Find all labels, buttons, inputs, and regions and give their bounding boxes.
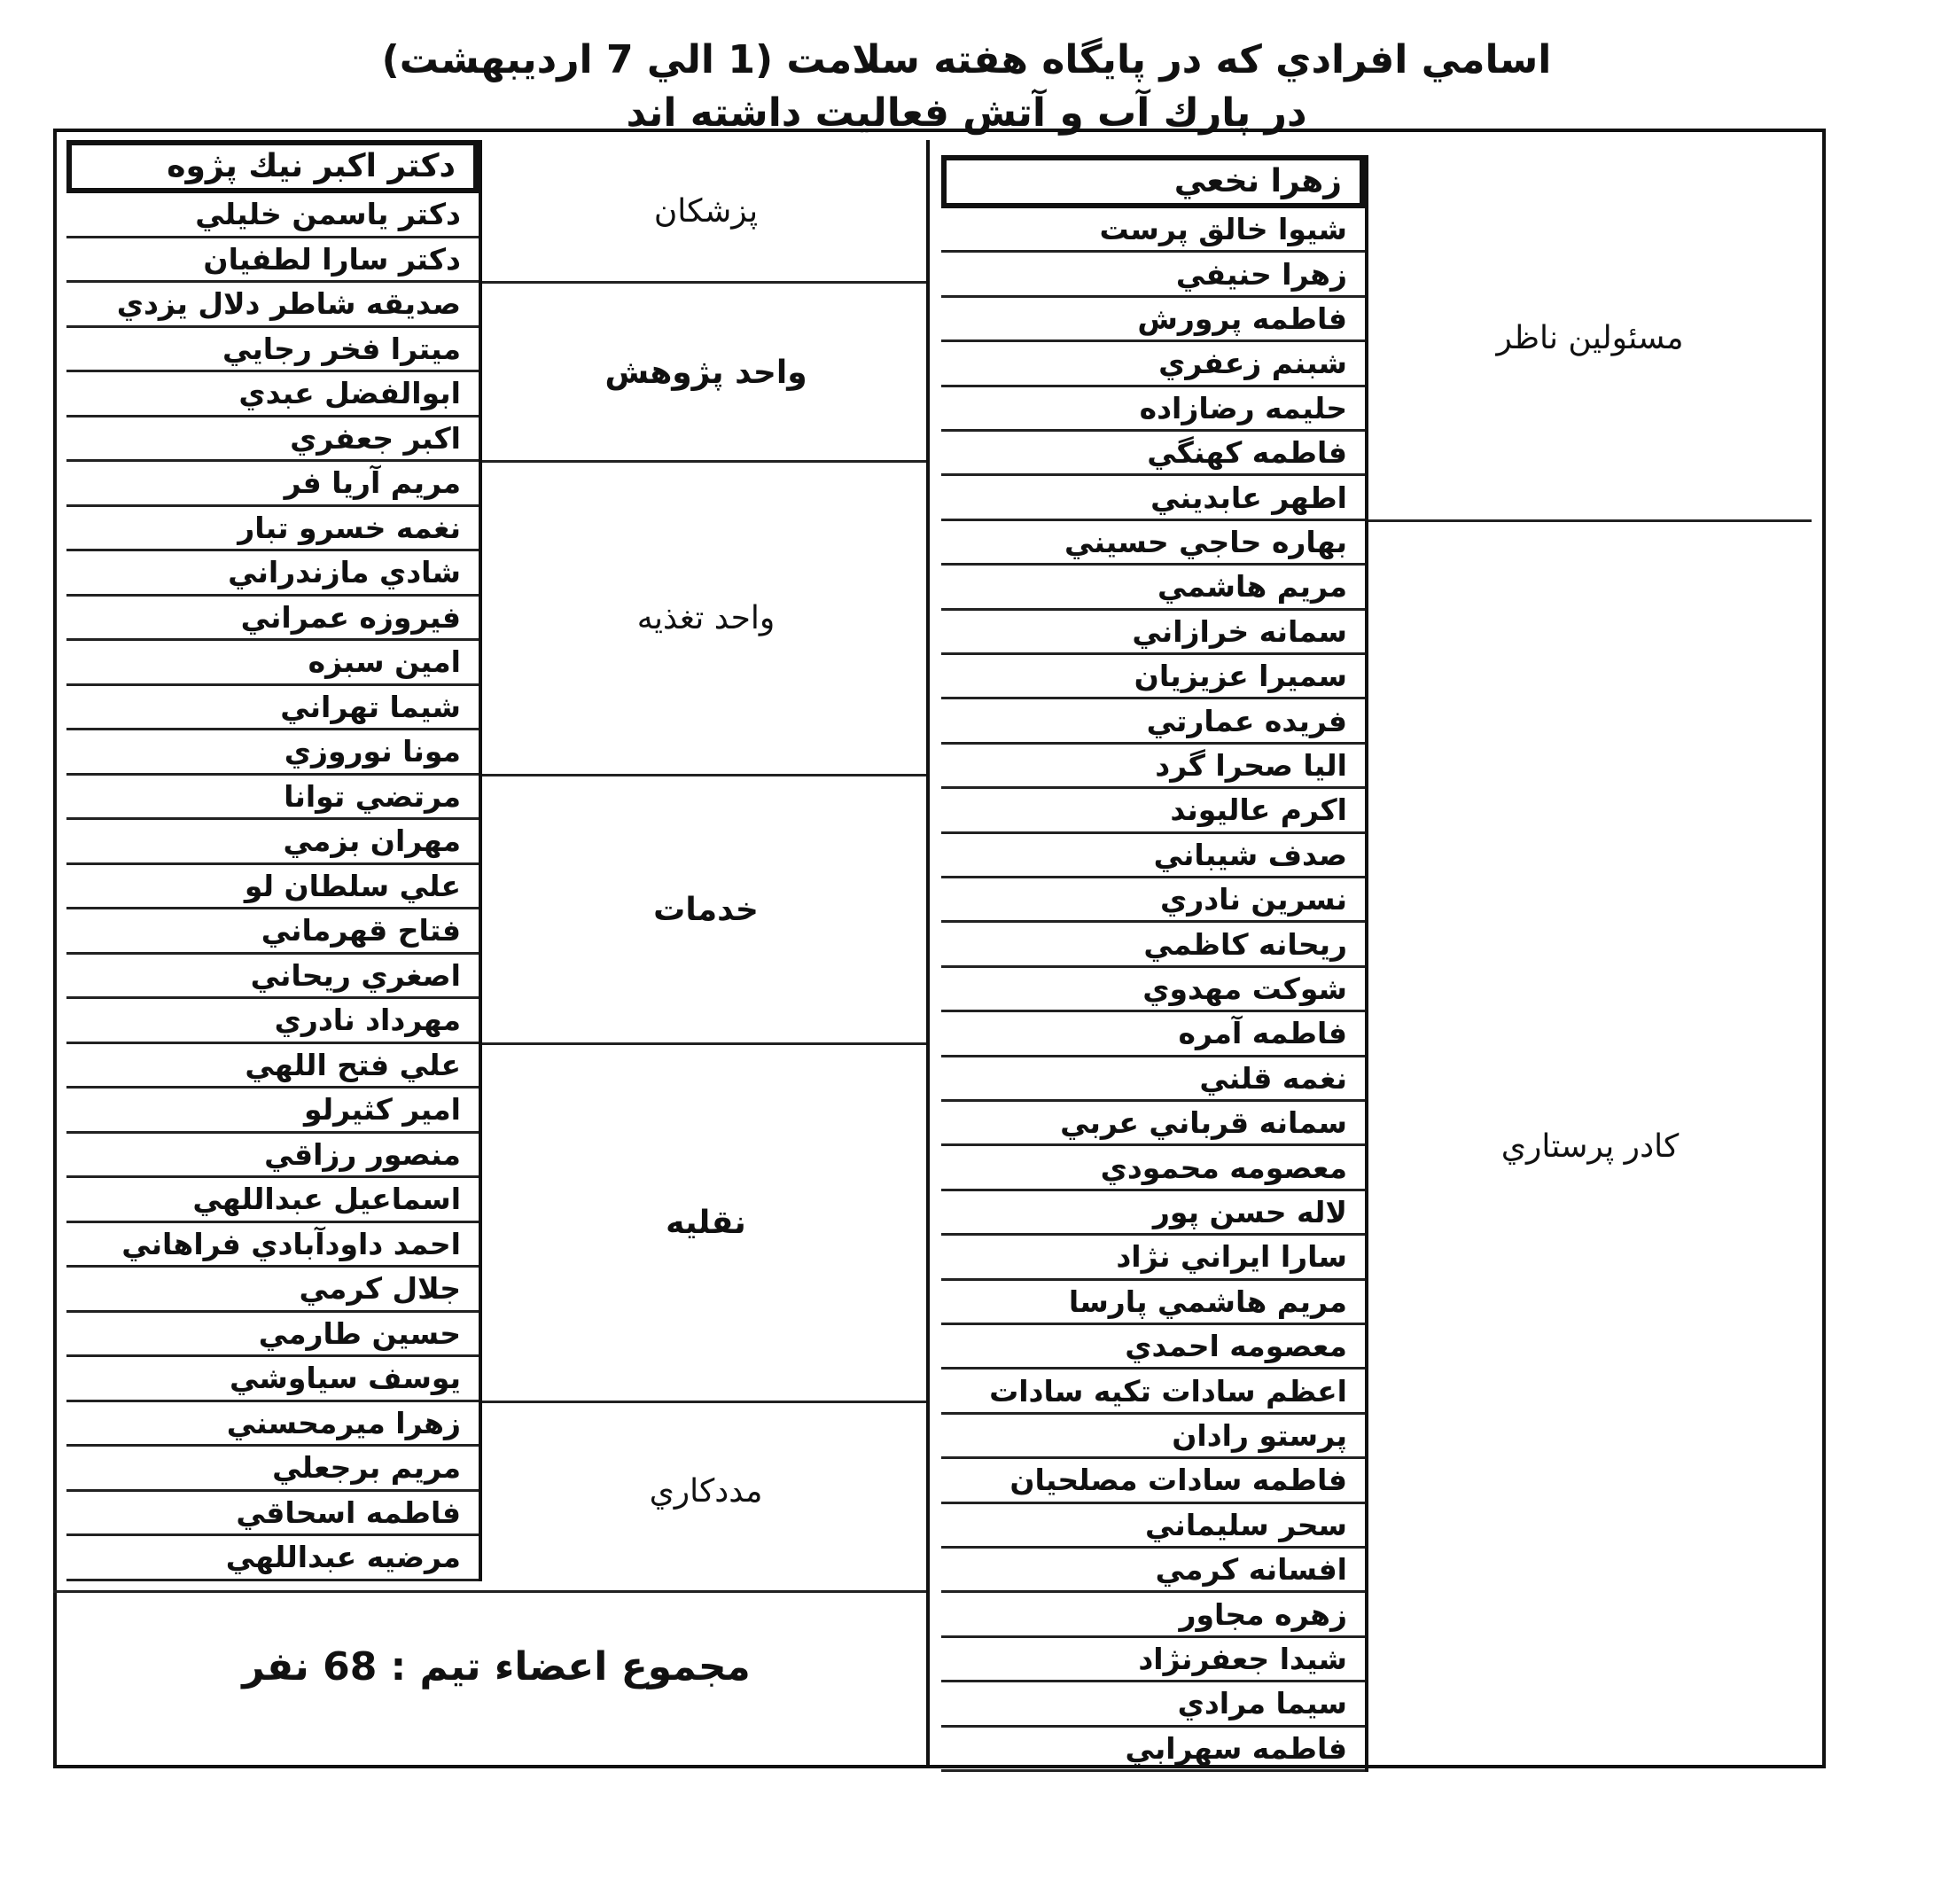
member-name: مريم هاشمي [941, 566, 1365, 610]
member-name: شبنم زعفري [941, 342, 1365, 386]
member-name: اليا صحرا گرد [941, 745, 1365, 789]
group-head-name: دكتر اكبر نيك پژوه [66, 140, 479, 193]
member-name: اصغري ريحاني [66, 955, 479, 1000]
member-name: فاطمه اسحاقي [66, 1492, 479, 1537]
member-name: علي فتح اللهي [66, 1044, 479, 1089]
member-name: معصومه احمدي [941, 1325, 1365, 1369]
member-name: مريم آريا فر [66, 462, 479, 507]
member-name: منصور رزاقي [66, 1134, 479, 1179]
member-name: سمانه قرباني عربي [941, 1102, 1365, 1146]
member-name: دكتر سارا لطفيان [66, 238, 479, 284]
page-title: اسامي افرادي كه در پايگاه هفته سلامت (1 الي 7 ارديبهشت) [381, 37, 1552, 82]
member-name: مرضيه عبداللهي [66, 1536, 479, 1581]
member-name: امين سبزه [66, 641, 479, 686]
member-name: اكرم عاليوند [941, 789, 1365, 833]
group-head-name: زهرا نخعي [941, 155, 1365, 208]
column-divider [1365, 155, 1368, 1772]
member-name: بهاره حاجي حسيني [941, 521, 1365, 566]
member-name: مهرداد نادري [66, 999, 479, 1044]
member-name: صديقه شاطر دلال يزدي [66, 283, 479, 328]
member-name: سحر سليماني [941, 1504, 1365, 1549]
member-name: شيوا خالق پرست [941, 208, 1365, 253]
member-name: سمانه خرازاني [941, 611, 1365, 655]
group-label: خدمات [653, 891, 759, 928]
member-name: فتاح قهرماني [66, 909, 479, 955]
member-name: مريم هاشمي پارسا [941, 1281, 1365, 1325]
group-label: كادر پرستاري [1500, 1128, 1680, 1165]
member-name: زهرا ميرمحسني [66, 1402, 479, 1448]
member-name: حسين طارمي [66, 1313, 479, 1358]
member-name: زهره مجاور [941, 1593, 1365, 1637]
member-name: ريحانه كاظمي [941, 923, 1365, 967]
group-label: مسئولين ناظر [1496, 319, 1684, 356]
member-name: حليمه رضازاده [941, 387, 1365, 432]
member-name: شيما تهراني [66, 686, 479, 731]
member-name: معصومه محمودي [941, 1146, 1365, 1190]
member-name: ابوالفضل عبدي [66, 372, 479, 417]
member-name: مريم برجعلي [66, 1447, 479, 1492]
member-name: لاله حسن پور [941, 1191, 1365, 1236]
member-name: مونا نوروزي [66, 730, 479, 776]
member-name: فاطمه آمره [941, 1012, 1365, 1057]
member-name: فاطمه سهرابي [941, 1728, 1365, 1772]
column-divider [479, 140, 482, 1581]
member-name: امير كثيرلو [66, 1089, 479, 1134]
member-name: دكتر ياسمن خليلي [66, 193, 479, 238]
member-name: نغمه قلني [941, 1057, 1365, 1102]
group-label: واحد تغذيه [636, 600, 776, 637]
member-name: ميترا فخر رجايي [66, 328, 479, 373]
member-name: فاطمه كهنگي [941, 432, 1365, 476]
group-label: مددكاري [649, 1473, 763, 1510]
member-name: صدف شيباني [941, 834, 1365, 878]
member-name: اعظم سادات تكيه سادات [941, 1369, 1365, 1414]
member-name: شيدا جعفرنژاد [941, 1638, 1365, 1682]
member-name: مرتضي توانا [66, 776, 479, 821]
member-name: نسرين نادري [941, 878, 1365, 923]
member-name: اطهر عابديني [941, 476, 1365, 520]
member-name: افسانه كرمي [941, 1549, 1365, 1593]
member-name: زهرا حنيفي [941, 253, 1365, 297]
member-name: احمد داودآبادي فراهاني [66, 1223, 479, 1268]
member-name: فريده عمارتي [941, 699, 1365, 744]
tables-divider [926, 140, 930, 1767]
member-name: فاطمه پرورش [941, 298, 1365, 342]
member-name: فيروزه عمراني [66, 597, 479, 642]
member-name: نغمه خسرو تبار [66, 507, 479, 552]
member-name: علي سلطان لو [66, 865, 479, 910]
member-name: سارا ايراني نژاد [941, 1236, 1365, 1280]
member-name: پرستو رادان [941, 1415, 1365, 1459]
member-name: جلال كرمي [66, 1268, 479, 1313]
group-label: پزشكان [653, 193, 759, 230]
member-name: سميرا عزيزيان [941, 655, 1365, 699]
member-name: اكبر جعفري [66, 417, 479, 463]
group-label: نقليه [666, 1205, 746, 1241]
member-name: سيما مرادي [941, 1682, 1365, 1727]
total-separator [53, 1590, 926, 1593]
member-name: يوسف سياوشي [66, 1357, 479, 1402]
page-subtitle: در پارك آب و آتش فعاليت داشته اند [626, 90, 1307, 136]
team-total: مجموع اعضاء تيم : 68 نفر [242, 1644, 751, 1689]
member-name: اسماعيل عبداللهي [66, 1178, 479, 1223]
member-name: شادي مازندراني [66, 551, 479, 597]
group-label: واحد پژوهش [604, 354, 807, 391]
member-name: مهران بزمي [66, 820, 479, 865]
member-name: فاطمه سادات مصلحيان [941, 1459, 1365, 1503]
member-name: شوكت مهدوي [941, 968, 1365, 1012]
